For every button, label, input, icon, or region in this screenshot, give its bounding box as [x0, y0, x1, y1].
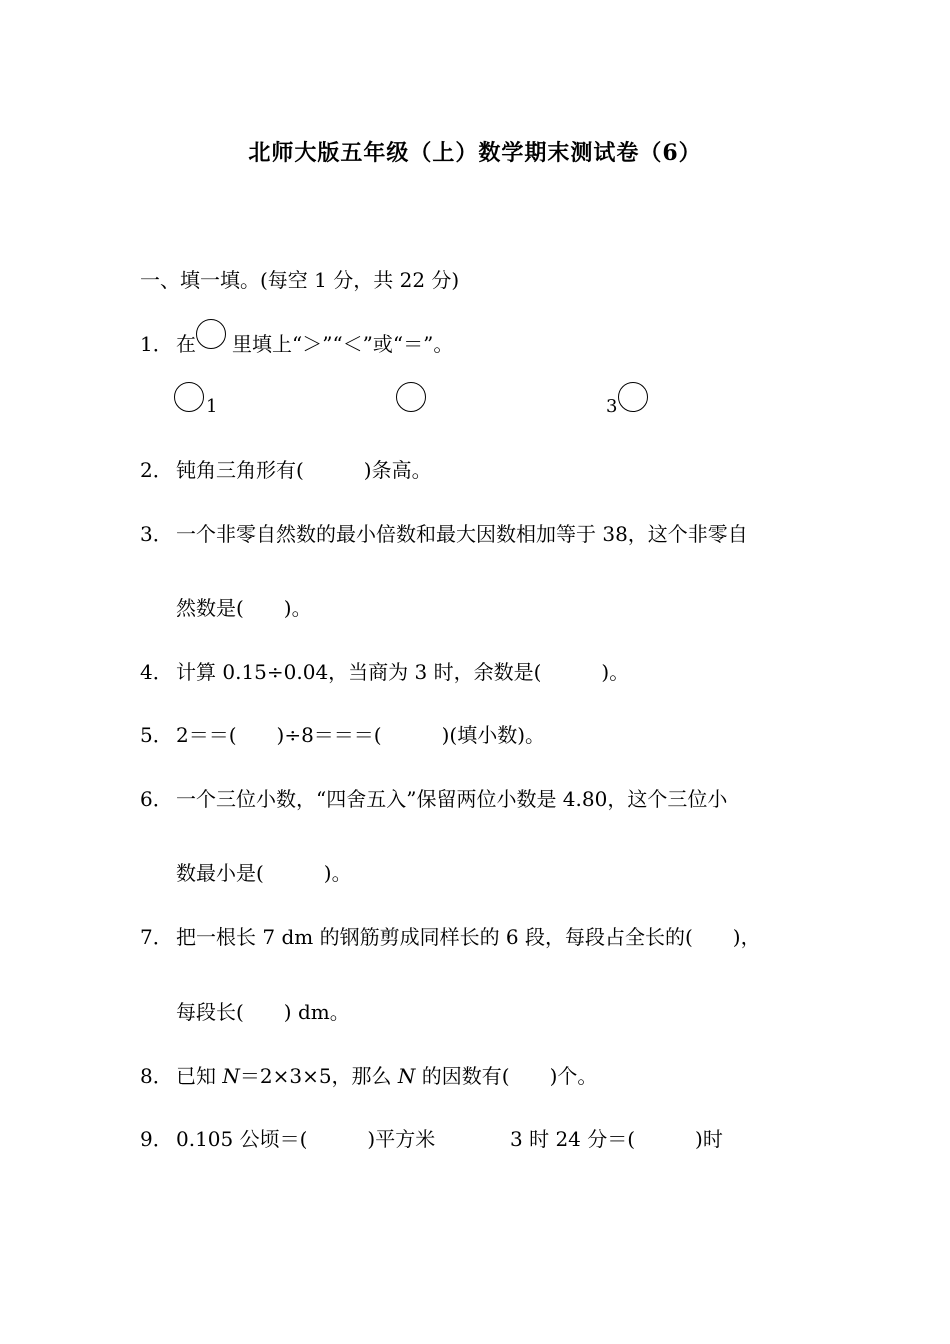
question-1-post: 里填上“＞”“＜”或“＝”。	[232, 332, 454, 356]
question-2-text: 钝角三角形有( )条高。	[176, 458, 432, 482]
variable-n: N	[397, 1064, 416, 1088]
page-title: 北师大版五年级（上）数学期末测试卷（6）	[248, 140, 702, 166]
question-9-part1: 0.105 公顷＝( )平方米	[176, 1127, 436, 1151]
question-4	[140, 658, 629, 686]
question-1	[140, 330, 453, 358]
question-9	[140, 1125, 435, 1153]
question-number: 3．	[140, 522, 173, 546]
question-number: 9．	[140, 1127, 173, 1151]
compare-circle-c[interactable]	[618, 382, 648, 412]
variable-n: N	[222, 1064, 240, 1088]
compare-a-right: 1	[206, 396, 218, 417]
compare-c-left: 3	[606, 396, 618, 417]
question-number: 4．	[140, 660, 173, 684]
question-number: 8．	[140, 1064, 173, 1088]
question-2	[140, 456, 432, 484]
question-number: 5．	[140, 723, 173, 747]
section-heading: 一、填一填。(每空 1 分，共 22 分)	[140, 268, 460, 292]
question-3-line1: 一个非零自然数的最小倍数和最大因数相加等于 38，这个非零自	[176, 522, 748, 546]
question-9-part2: 3 时 24 分＝( )时	[510, 1127, 723, 1151]
question-number: 7．	[140, 925, 173, 949]
question-6-line2: 数最小是( )。	[176, 861, 352, 885]
question-number: 1．	[140, 332, 173, 356]
question-4-text: 计算 0.15÷0.04，当商为 3 时，余数是( )。	[176, 660, 630, 684]
compare-circle-b[interactable]	[396, 382, 426, 412]
question-6	[140, 785, 727, 813]
question-7-line2: 每段长( ) dm。	[176, 1000, 350, 1024]
compare-circle-a[interactable]	[174, 382, 204, 412]
inline-circle-icon	[196, 319, 226, 349]
question-1-pre: 在	[176, 332, 196, 356]
question-7	[140, 923, 761, 951]
question-8-pre: 已知	[176, 1064, 223, 1088]
question-8-post: 的因数有( )个。	[415, 1064, 598, 1088]
question-6-line1: 一个三位小数，“四舍五入”保留两位小数是 4.80，这个三位小	[176, 787, 728, 811]
question-number: 2．	[140, 458, 173, 482]
question-number: 6．	[140, 787, 173, 811]
question-5-text: 2＝＝( )÷8＝＝＝( )(填小数)。	[176, 723, 546, 747]
question-3	[140, 520, 748, 548]
question-8	[140, 1062, 597, 1090]
question-7-line1: 把一根长 7 dm 的钢筋剪成同样长的 6 段，每段占全长的( )，	[176, 925, 761, 949]
question-5	[140, 721, 545, 749]
question-8-mid: ＝2×3×5，那么	[239, 1064, 398, 1088]
question-3-line2: 然数是( )。	[176, 596, 312, 620]
